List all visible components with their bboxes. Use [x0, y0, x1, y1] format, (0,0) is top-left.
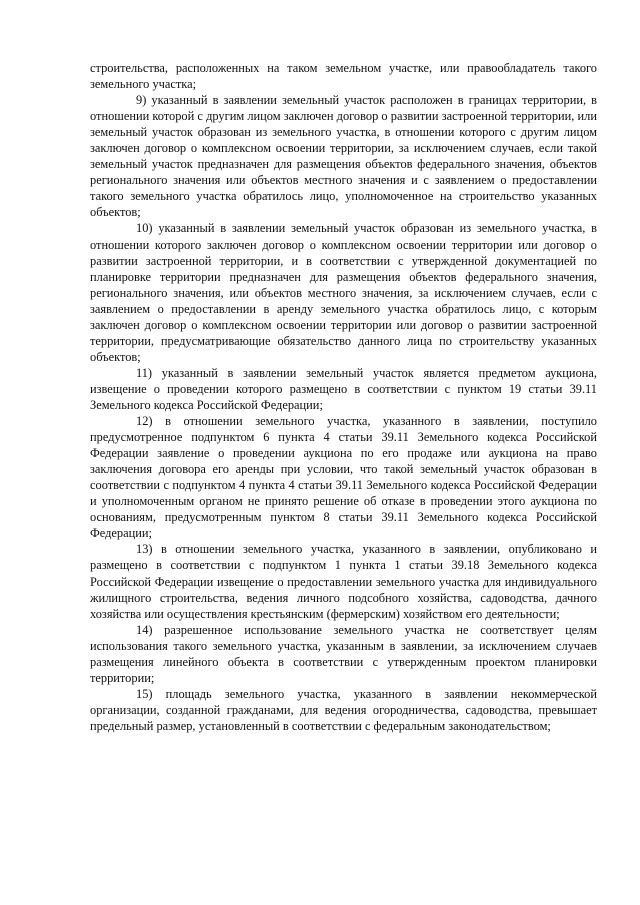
paragraph-continuation: строительства, расположенных на таком земельном участке, или правообладатель такого земельного участка; [90, 61, 597, 92]
document-page [90, 60, 597, 734]
paragraph-item-13: 13) в отношении земельного участка, указанного в заявлении, опубликовано и размещено в соответствии с подпунктом 1 пункта 1 статьи 39.18 Земельного кодекса Российской Федерации извещение о предоставлении земельного участка для индивидуального жилищного строительства, ведения личного подсобного хозяйства, садоводства, дачного хозяйства или осуществления крестьянским (фермерским) хозяйством его деятельности; [90, 542, 597, 621]
paragraph-item-10: 10) указанный в заявлении земельный участок образован из земельного участка, в отношении которого заключен договор о комплексном освоении территории или договор о развитии застроенной территории, и в соответствии с утвержденной документацией по планировке территории предназначен для размещения объектов федерального значения, регионального значения, или объектов местного значения, за исключением случаев, если с заявлением о предоставлении в аренду земельного участка обратилось лицо, с которым заключен договор о комплексном освоении территории или договор о развитии застроенной территории, предусматривающие обязательство данного лица по строительству указанных объектов; [90, 221, 597, 364]
paragraph-item-15: 15) площадь земельного участка, указанного в заявлении некоммерческой организации, созданной гражданами, для ведения огородничества, садоводства, превышает предельный размер, установленный в соответствии с федеральным законодательством; [90, 686, 597, 733]
paragraph-item-9: 9) указанный в заявлении земельный участок расположен в границах территории, в отношении которой с другим лицом заключен договор о развитии застроенной территории, или земельный участок образован из земельного участка, в отношении которого с другим лицом заключен договор о комплексном освоении территории, за исключением случаев, если такой земельный участок предназначен для размещения объектов федерального значения, объектов регионального значения или объектов местного значения и с заявлением о предоставлении такого земельного участка обратилось лицо, уполномоченное на строительство указанных объектов; [90, 93, 597, 220]
paragraph-item-11: 11) указанный в заявлении земельный участок является предметом аукциона, извещение о проведении которого размещено в соответствии с пунктом 19 статьи 39.11 Земельного кодекса Российской Федерации; [90, 365, 597, 412]
paragraph-item-14: 14) разрешенное использование земельного участка не соответствует целям использования такого земельного участка, указанным в заявлении, за исключением случаев размещения линейного объекта в соответствии с утвержденным проектом планировки территории; [90, 622, 597, 685]
paragraph-item-12: 12) в отношении земельного участка, указанного в заявлении, поступило предусмотренное подпунктом 6 пункта 4 статьи 39.11 Земельного кодекса Российской Федерации заявление о проведении аукциона по его продаже или аукциона на право заключения договора его аренды при условии, что такой земельный участок образован в соответствии с подпунктом 4 пункта 4 статьи 39.11 Земельного кодекса Российской Федерации и уполномоченным органом не принято решение об отказе в проведении этого аукциона по основаниям, предусмотренным пунктом 8 статьи 39.11 Земельного кодекса Российской Федерации; [90, 414, 597, 541]
